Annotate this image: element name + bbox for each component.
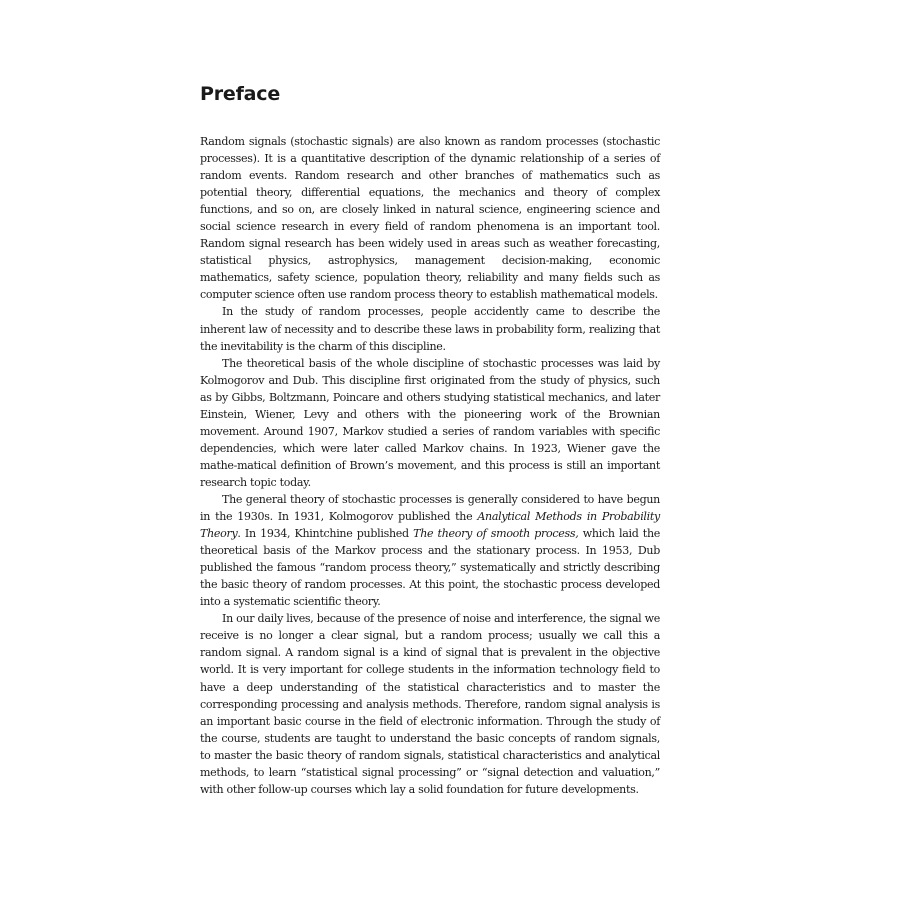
paragraph-text: Random signals (stochastic signals) are also known as random processes (stochastic processes). It is a quantitative description of the dynamic relationship of a series of random events. Random research and other branches of mathematics such as potential theory, differential equations, the mechanics and theory of complex functions, and so on, are closely linked in natural science, engineering science and social science research in every field of random phenomena is an important tool. Random signal research has been widely used in areas such as weather forecasting, statistical physics, astrophysics, management decision-making, economic mathematics, safety science, population theory, reliability and many fields such as computer science often use random process theory to establish mathematical models.: [200, 135, 660, 302]
paragraph-text: In the study of random processes, people accidently came to describe the inherent law of necessity and to describe these laws in probability form, realizing that the inevitability is the charm of this discipline.: [200, 305, 660, 353]
book-title-analytical-methods: Analytical Methods in Probability Theory: [200, 510, 660, 541]
book-title-smooth-process: The theory of smooth process,: [413, 527, 579, 541]
paragraph-text: which laid the theoretical basis of the Markov process and the stationary process. In 1953, Dub published the famous “random process theory,” systematically and strictly describing the basic theory of random processes. At this point, the stochastic process developed into a systematic scientific theory.: [200, 527, 660, 609]
paragraph-3: [200, 355, 660, 491]
paragraph-text: . In 1934, Khintchine published: [237, 527, 414, 541]
page-title: Preface: [200, 83, 281, 105]
preface-body: [200, 133, 660, 798]
paragraph-text: The theoretical basis of the whole discipline of stochastic processes was laid by Kolmogorov and Dub. This discipline first originated from the study of physics, such as by Gibbs, Boltzmann, Poincare and others studying statistical mechanics, and later Einstein, Wiener, Levy and others with the pioneering work of the Brownian movement. Around 1907, Markov studied a series of random variables with specific dependencies, which were later called Markov chains. In 1923, Wiener gave the mathe-matical definition of Brown’s movement, and this process is still an important research topic today.: [200, 356, 660, 489]
paragraph-text: In our daily lives, because of the presence of noise and interference, the signal we receive is no longer a clear signal, but a random process; usually we call this a random signal. A random signal is a kind of signal that is prevalent in the objective world. It is very important for college students in the information technology field to have a deep understanding of the statistical characteristics and to master the corresponding processing and analysis methods. Therefore, random signal analysis is an important basic course in the field of electronic information. Through the study of the course, students are taught to understand the basic concepts of random signals, to master the basic theory of random signals, statistical characteristics and analytical methods, to learn “statistical signal processing” or “signal detection and valuation,” with other follow-up courses which lay a solid foundation for future developments.: [200, 612, 660, 796]
paragraph-5: [200, 610, 660, 798]
paragraph-4: [200, 491, 660, 610]
paragraph-2: [200, 303, 660, 354]
book-page: [200, 82, 660, 798]
paragraph-text: The general theory of stochastic processes is generally considered to have begun in the 1930s. In 1931, Kolmogorov published the: [200, 492, 660, 524]
paragraph-1: [200, 133, 660, 303]
